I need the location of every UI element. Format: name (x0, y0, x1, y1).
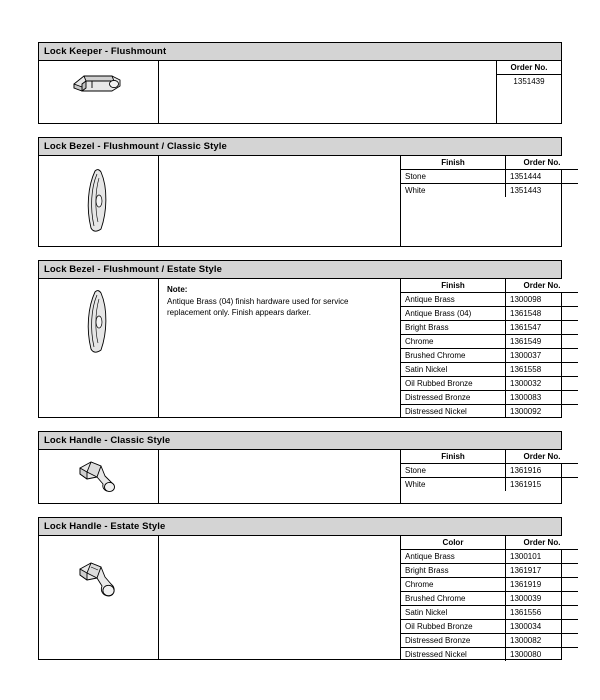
table-row (401, 464, 578, 478)
table-row (401, 170, 578, 184)
order-table-wrap (401, 450, 561, 503)
column-header-color: Color (401, 536, 506, 550)
lock-handle-classic-illustration (39, 450, 159, 503)
lock-bezel-classic-illustration (39, 156, 159, 246)
table-row (401, 184, 578, 198)
order-no-value: 1361549 (506, 335, 579, 349)
order-no-value: 1300039 (506, 592, 579, 606)
finish-value: Chrome (401, 335, 506, 349)
finish-value: White (405, 186, 426, 196)
column-header-order-no: Order No. (497, 61, 561, 75)
section-lock-handle-estate (38, 517, 562, 660)
table-row (401, 293, 578, 307)
note-cell (159, 450, 401, 503)
note-title: Note: (167, 285, 188, 295)
order-no-value: 1361548 (506, 307, 579, 321)
order-no-value: 1361917 (506, 564, 579, 578)
finish-value: Brushed Chrome (401, 349, 506, 363)
order-no-value: 1351444 (506, 170, 579, 184)
section-title: Lock Handle - Classic Style (39, 432, 561, 450)
note-cell (159, 279, 401, 417)
finish-value: Bright Brass (401, 321, 506, 335)
table-row (401, 335, 578, 349)
color-value: Oil Rubbed Bronze (401, 620, 506, 634)
finish-value: Satin Nickel (401, 363, 506, 377)
finish-value: Distressed Bronze (401, 391, 506, 405)
table-row (401, 377, 578, 391)
section-title: Lock Bezel - Flushmount / Classic Style (39, 138, 561, 156)
order-no-value: 1361556 (506, 606, 579, 620)
finish-value: Antique Brass (04) (401, 307, 506, 321)
table-row (401, 349, 578, 363)
section-title: Lock Bezel - Flushmount / Estate Style (39, 261, 561, 279)
table-row (401, 478, 578, 492)
lock-bezel-estate-illustration (39, 279, 159, 417)
order-table-wrap (401, 279, 561, 417)
finish-value: Stone (401, 170, 506, 184)
note-text: Antique Brass (04) finish hardware used for service replacement only. Finish appears darker. (167, 297, 349, 317)
section-title: Lock Handle - Estate Style (39, 518, 561, 536)
note-cell (159, 61, 497, 123)
table-row (401, 606, 578, 620)
order-table (401, 156, 578, 197)
column-header-order-no: Order No. (506, 450, 579, 464)
order-no-value: 1300034 (506, 620, 579, 634)
color-value: Chrome (401, 578, 506, 592)
section-title: Lock Keeper - Flushmount (39, 43, 561, 61)
column-header-finish: Finish (401, 156, 506, 170)
table-header-row (401, 536, 578, 550)
column-header-finish: Finish (401, 450, 506, 464)
section-lock-bezel-flushmount-estate (38, 260, 562, 418)
order-no-value: 1300092 (506, 405, 579, 419)
table-row (401, 405, 578, 419)
order-no-value: 1300032 (506, 377, 579, 391)
order-no-value: 1361547 (506, 321, 579, 335)
order-no-value: 1361915 (506, 478, 579, 492)
finish-value: Distressed Nickel (405, 407, 467, 417)
color-value: Distressed Nickel (405, 650, 467, 660)
color-value: Satin Nickel (401, 606, 506, 620)
finish-value: Antique Brass (401, 293, 506, 307)
table-row (401, 363, 578, 377)
table-header-row (401, 450, 578, 464)
table-row (401, 321, 578, 335)
order-table-wrap (497, 61, 561, 123)
column-header-finish: Finish (401, 279, 506, 293)
order-no-value: 1300098 (506, 293, 579, 307)
order-no-value: 1300080 (506, 648, 579, 662)
order-no-value: 1361919 (506, 578, 579, 592)
order-no-value: 1300083 (506, 391, 579, 405)
order-table (401, 536, 578, 661)
order-no-value: 1351439 (513, 77, 545, 87)
order-table (401, 450, 578, 491)
lock-keeper-flushmount-illustration (39, 61, 159, 123)
color-value: Brushed Chrome (401, 592, 506, 606)
section-lock-keeper-flushmount (38, 42, 562, 124)
table-row (401, 307, 578, 321)
finish-value: White (405, 480, 426, 490)
table-header-row (401, 279, 578, 293)
section-lock-bezel-flushmount-classic (38, 137, 562, 247)
order-no-value: 1300101 (506, 550, 579, 564)
finish-value: Oil Rubbed Bronze (401, 377, 506, 391)
column-header-order-no: Order No. (506, 279, 579, 293)
lock-handle-estate-illustration (39, 536, 159, 659)
order-no-value: 1300037 (506, 349, 579, 363)
finish-value: Stone (401, 464, 506, 478)
table-row (401, 578, 578, 592)
table-row (401, 550, 578, 564)
order-no-value: 1351443 (506, 184, 579, 198)
table-row (401, 648, 578, 662)
table-row (401, 634, 578, 648)
order-table (401, 279, 578, 418)
table-row (401, 592, 578, 606)
order-table-wrap (401, 536, 561, 659)
order-no-value: 1361916 (506, 464, 579, 478)
section-lock-handle-classic (38, 431, 562, 504)
color-value: Bright Brass (401, 564, 506, 578)
table-row (401, 620, 578, 634)
order-table-wrap (401, 156, 561, 246)
note-cell (159, 156, 401, 246)
table-row (401, 391, 578, 405)
order-no-value: 1300082 (506, 634, 579, 648)
table-header-row (401, 156, 578, 170)
color-value: Antique Brass (401, 550, 506, 564)
table-row (401, 564, 578, 578)
column-header-order-no: Order No. (506, 536, 579, 550)
color-value: Distressed Bronze (401, 634, 506, 648)
note-cell (159, 536, 401, 659)
column-header-order-no: Order No. (506, 156, 579, 170)
order-no-value: 1361558 (506, 363, 579, 377)
